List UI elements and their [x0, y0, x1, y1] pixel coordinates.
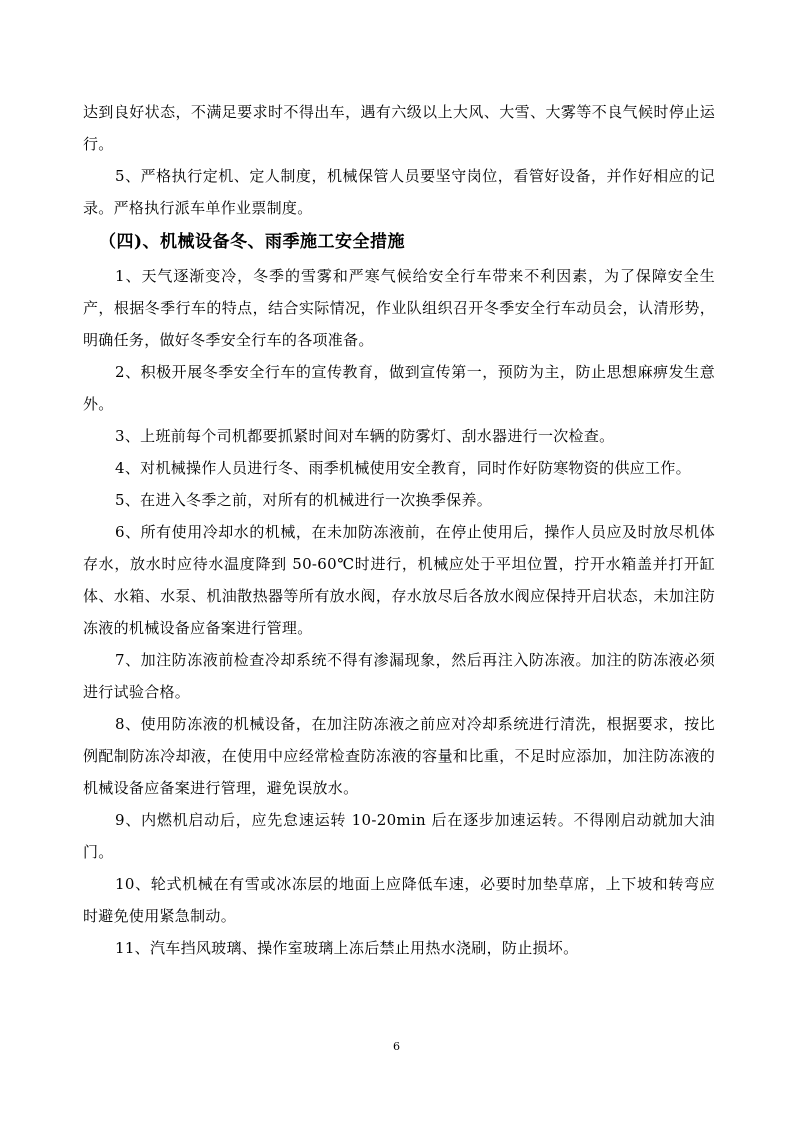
- body-text: [83, 96, 715, 964]
- paragraph-item-10: 10、轮式机械在有雪或冰冻层的地面上应降低车速，必要时加垫草席，上下坡和转弯应时避免使用紧急制动。: [83, 875, 715, 925]
- paragraph-item-11: 11、汽车挡风玻璃、操作室玻璃上冻后禁止用热水浇刷，防止损坏。: [115, 939, 579, 957]
- paragraph-item-4: 4、对机械操作人员进行冬、雨季机械使用安全教育，同时作好防寒物资的供应工作。: [115, 459, 691, 477]
- paragraph-item-7: 7、加注防冻液前检查冷却系统不得有渗漏现象，然后再注入防冻液。加注的防冻液必须进行试验合格。: [83, 651, 715, 701]
- paragraph-item-3: 3、上班前每个司机都要抓紧时间对车辆的防雾灯、刮水器进行一次检查。: [115, 427, 615, 445]
- paragraph-item-5: 5、在进入冬季之前，对所有的机械进行一次换季保养。: [115, 491, 493, 509]
- paragraph-item-8: 8、使用防冻液的机械设备，在加注防冻液之前应对冷却系统进行清洗，根据要求，按比例配制防冻冷却液，在使用中应经常检查防冻液的容量和比重，不足时应添加，加注防冻液的机械设备应备案进行管理，避免误放水。: [83, 715, 715, 797]
- paragraph-item-9: 9、内燃机启动后，应先怠速运转 10-20min 后在逐步加速运转。不得刚启动就加大油门。: [83, 811, 715, 861]
- section-heading: （四)、机械设备冬、雨季施工安全措施: [99, 232, 406, 252]
- page-number: 6: [393, 1040, 400, 1053]
- paragraph-item-1: 1、天气逐渐变冷，冬季的雪雾和严寒气候给安全行车带来不利因素，为了保障安全生产，根据冬季行车的特点，结合实际情况，作业队组织召开冬季安全行车动员会，认清形势，明确任务，做好冬季安全行车的各项准备。: [83, 267, 715, 349]
- paragraph-item-6: 6、所有使用冷却水的机械，在未加防冻液前，在停止使用后，操作人员应及时放尽机体存水，放水时应待水温度降到 50-60℃时进行，机械应处于平坦位置，拧开水箱盖并打开缸体、水箱、水泵、机油散热器等所有放水阀，存水放尽后各放水阀应保持开启状态，未加注防冻液的机械设备应备案进行管理。: [83, 523, 715, 637]
- paragraph-item-5-prior: 5、严格执行定机、定人制度，机械保管人员要坚守岗位，看管好设备，并作好相应的记录。严格执行派车单作业票制度。: [83, 167, 715, 217]
- continuation-paragraph: 达到良好状态，不满足要求时不得出车，遇有六级以上大风、大雪、大雾等不良气候时停止运行。: [83, 103, 715, 153]
- paragraph-item-2: 2、积极开展冬季安全行车的宣传教育，做到宣传第一，预防为主，防止思想麻痹发生意外。: [83, 363, 715, 413]
